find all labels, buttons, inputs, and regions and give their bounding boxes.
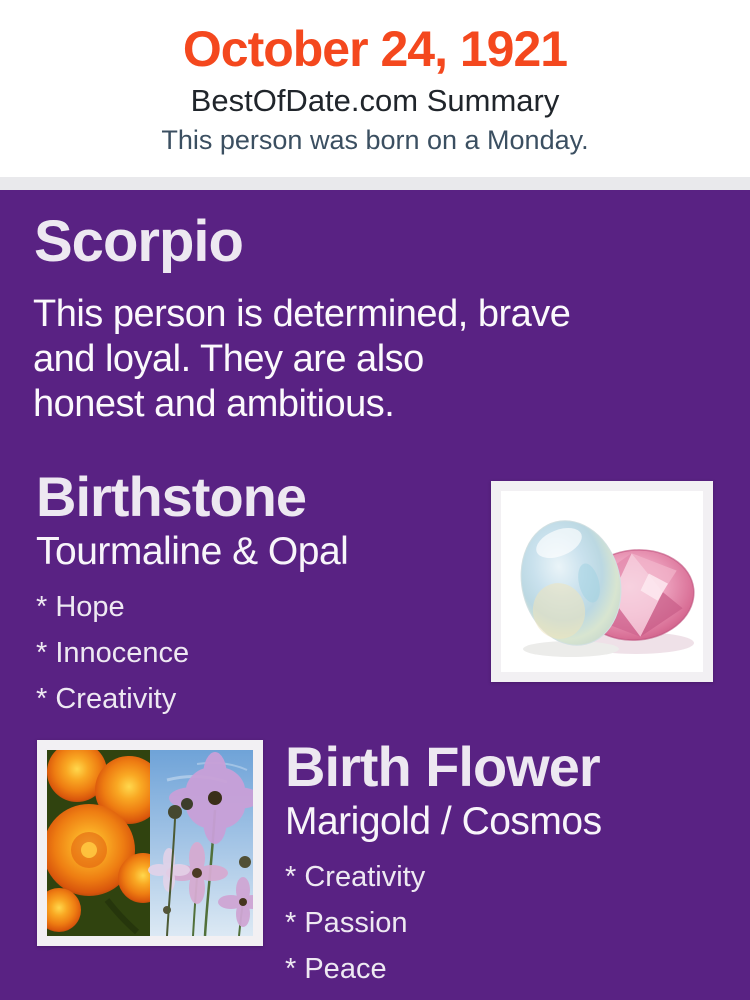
birth-flower-names: Marigold / Cosmos [285, 800, 602, 843]
marigold-photo-half [47, 750, 168, 936]
birth-flower-image [47, 750, 253, 936]
zodiac-description [33, 292, 570, 427]
description-line: and loyal. They are also [33, 338, 424, 380]
date-title: October 24, 1921 [182, 21, 568, 77]
description-line: honest and ambitious. [33, 383, 395, 425]
birth-flower-section [285, 736, 602, 992]
birthstone-photo-frame [491, 481, 713, 682]
birthstone-image [501, 491, 703, 672]
birth-flower-trait: * Passion [285, 907, 408, 939]
zodiac-heading: Scorpio [34, 209, 243, 274]
cosmos-photo-half [148, 750, 253, 936]
birth-flower-trait: * Creativity [285, 861, 426, 893]
birthstone-trait: * Hope [36, 591, 125, 623]
summary-panel [0, 190, 750, 1000]
birth-flower-heading: Birth Flower [285, 735, 600, 798]
birthstone-names: Tourmaline & Opal [36, 530, 349, 573]
birth-flower-trait: * Peace [285, 953, 387, 985]
birthstone-trait: * Innocence [36, 637, 190, 669]
header-divider [0, 177, 750, 190]
born-day-text: This person was born on a Monday. [161, 125, 589, 155]
birth-flower-photo-frame [37, 740, 263, 946]
birthstone-section [36, 466, 348, 722]
birthstone-trait: * Creativity [36, 683, 177, 715]
site-summary: BestOfDate.com Summary [190, 83, 560, 118]
description-line: This person is determined, brave [33, 293, 571, 335]
page-header [0, 0, 750, 177]
birth-flower-traits [285, 854, 602, 992]
birthstone-traits [36, 584, 348, 722]
birthstone-heading: Birthstone [36, 465, 306, 528]
